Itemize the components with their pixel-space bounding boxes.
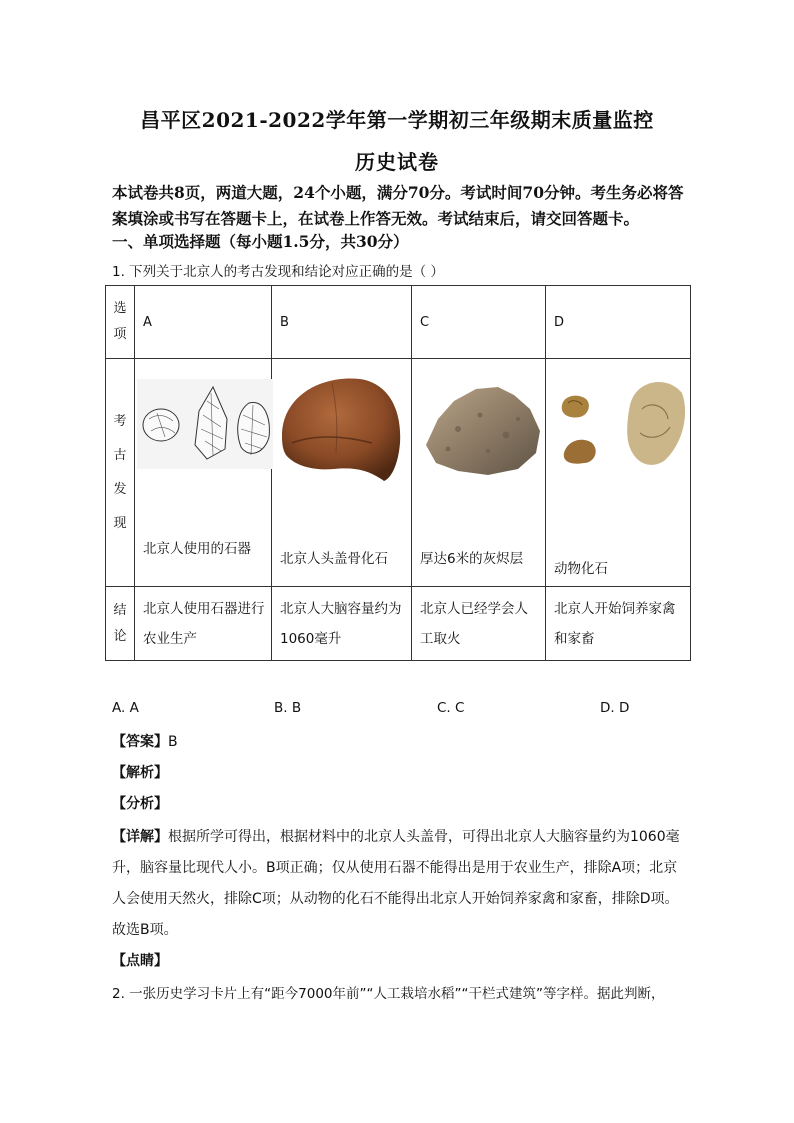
option-d-header: D <box>546 286 691 359</box>
fenxi-label: 【分析】 <box>112 796 168 812</box>
exam-notice: 本试卷共8页，两道大题，24个小题，满分70分。考试时间70分钟。考生务必将答案填涂或书写在答题卡上，在试卷上作答无效。考试结束后，请交回答题卡。 <box>112 183 684 228</box>
finding-a-caption: 北京人使用的石器 <box>143 541 251 557</box>
exam-title: 昌平区2021-2022学年第一学期初三年级期末质量监控 <box>140 108 654 132</box>
finding-b-cell <box>272 359 412 587</box>
finding-c-cell <box>412 359 546 587</box>
option-a-header: A <box>135 286 272 359</box>
row-header-options: 选 项 <box>106 286 135 359</box>
option-c-header: C <box>412 286 546 359</box>
analysis-label: 【解析】 <box>112 765 168 781</box>
detail-text: 根据所学可得出，根据材料中的北京人头盖骨，可得出北京人大脑容量约为1060毫升，脑容量比现代人小。B项正确；仅从使用石器不能得出是用于农业生产，排除A项；北京人会使用天然火，排除C项；从动物的化石不能得出北京人开始饲养家禽和家畜，排除D项。故选B项。 <box>112 829 680 938</box>
question-1-text: 1. 下列关于北京人的考古发现和结论对应正确的是（ ） <box>112 264 444 280</box>
row-header-conclusion: 结 论 <box>106 587 135 661</box>
answer-label: 【答案】 <box>112 734 168 750</box>
conclusion-c: 北京人已经学会人工取火 <box>412 587 546 661</box>
exam-subtitle: 历史试卷 <box>355 150 439 174</box>
stone-tools-illustration <box>137 379 273 469</box>
row-header-findings: 考 古 发 现 <box>106 359 135 587</box>
question-1-table <box>105 285 691 661</box>
detail-label: 【详解】 <box>112 829 168 845</box>
finding-a-cell <box>135 359 272 587</box>
section-heading: 一、单项选择题（每小题1.5分，共30分） <box>112 232 409 251</box>
conclusion-d: 北京人开始饲养家禽和家畜 <box>546 587 691 661</box>
finding-c-caption: 厚达6米的灰烬层 <box>420 551 524 567</box>
choice-c: C. C <box>437 700 465 716</box>
choice-a: A. A <box>112 700 139 716</box>
option-b-header: B <box>272 286 412 359</box>
finding-b-caption: 北京人头盖骨化石 <box>280 551 388 567</box>
animal-fossil-photo <box>550 375 686 479</box>
detail-paragraph <box>112 822 690 946</box>
answer-value: B <box>168 734 178 750</box>
choice-d: D. D <box>600 700 630 716</box>
choice-b: B. B <box>274 700 302 716</box>
skull-fossil-photo <box>272 373 403 483</box>
question-2-text: 2. 一张历史学习卡片上有“距今7000年前”“人工栽培水稻”“干栏式建筑”等字样。据此判断， <box>112 986 665 1002</box>
finding-d-cell <box>546 359 691 587</box>
answer-line <box>112 731 692 751</box>
conclusion-a: 北京人使用石器进行农业生产 <box>135 587 272 661</box>
conclusion-b: 北京人大脑容量约为1060毫升 <box>272 587 412 661</box>
dianjing-label: 【点睛】 <box>112 953 168 969</box>
ash-layer-rock-photo <box>418 379 543 479</box>
finding-d-caption: 动物化石 <box>554 561 608 577</box>
